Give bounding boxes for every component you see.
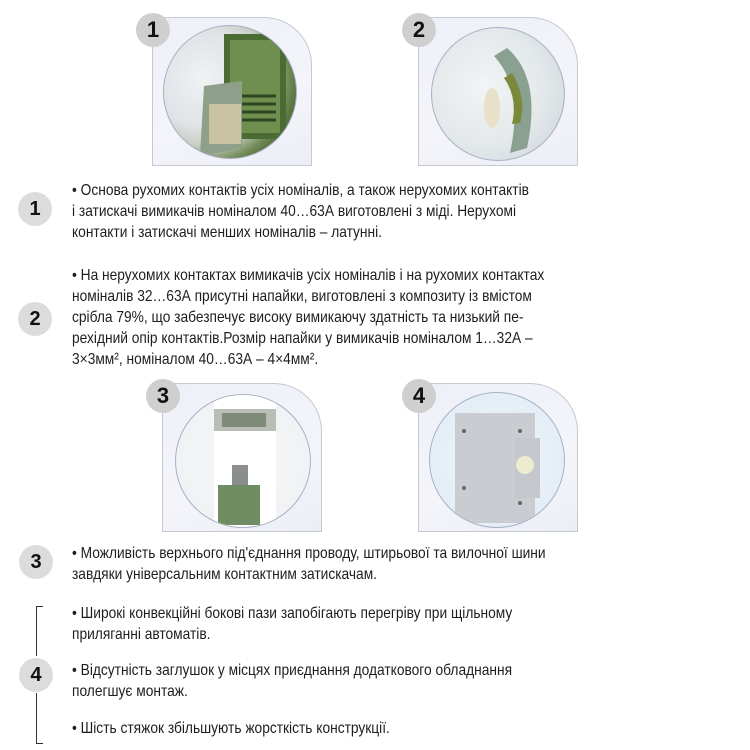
item-3-text: [72, 543, 546, 585]
clamp-illustration: [164, 26, 297, 159]
text-line: контакти і затискачі менших номіналів – латунні.: [72, 224, 382, 241]
item-2-text: [72, 265, 544, 370]
text-line: 3×3мм², номіналом 40…63А – 4×4мм².: [72, 351, 319, 368]
text-line: рехідний опір контактів.Розмір напайки у вимикачів номіналом 1…32А –: [72, 330, 533, 347]
group-bracket-bottom: [36, 693, 37, 743]
contact-clamp-photo: [163, 25, 297, 159]
text-line: номіналів 32…63А присутні напайки, виготовлені з композиту із вмістом: [72, 288, 532, 305]
text-line: • Широкі конвекційні бокові пази запобігають перегріву при щільному: [72, 605, 513, 622]
item-number-badge: 3: [19, 545, 53, 579]
text-line: • Шість стяжок збільшують жорсткість конструкції.: [72, 720, 390, 737]
group-bracket-top: [36, 606, 37, 656]
item-4-point-1: [72, 603, 512, 645]
terminal-illustration: [176, 395, 311, 528]
text-line: • Можливість верхнього під'єднання проводу, штирьової та вилочної шини: [72, 545, 546, 562]
item-4-point-3: [72, 718, 390, 739]
item-1-text: [72, 180, 529, 243]
item-number-badge: 4: [19, 658, 53, 692]
group-bracket-tick-top: [36, 606, 43, 607]
image-card-3: [156, 383, 322, 532]
text-line: • Відсутність заглушок у місцях приєднання додаткового обладнання: [72, 662, 513, 679]
breaker-side-photo: [429, 392, 565, 528]
image-number-badge: 1: [136, 13, 170, 47]
contact-illustration: [432, 28, 565, 161]
item-number-badge: 2: [18, 302, 52, 336]
image-number-badge: 3: [146, 379, 180, 413]
text-line: і затискачі вимикачів номіналом 40…63А виготовлені з міді. Нерухомі: [72, 203, 517, 220]
text-line: • На нерухомих контактах вимикачів усіх номіналів і на рухомих контактах: [72, 267, 545, 284]
text-line: завдяки універсальним контактним затискачам.: [72, 566, 378, 583]
image-number-badge: 2: [402, 13, 436, 47]
item-4-point-2: [72, 660, 512, 702]
silver-contact-photo: [431, 27, 565, 161]
text-line: срібла 79%, що забезпечує високу вимикаючу здатність та низький пе-: [72, 309, 524, 326]
item-number-badge: 1: [18, 192, 52, 226]
universal-terminal-photo: [175, 394, 311, 528]
image-card-1: [146, 17, 312, 166]
image-card-4: [412, 383, 578, 532]
breaker-illustration: [430, 393, 565, 528]
text-line: приляганні автоматів.: [72, 626, 211, 643]
image-number-badge: 4: [402, 379, 436, 413]
text-line: • Основа рухомих контактів усіх номіналів, а також нерухомих контактів: [72, 182, 529, 199]
text-line: полегшує монтаж.: [72, 683, 188, 700]
image-card-2: [412, 17, 578, 166]
group-bracket-tick-bottom: [36, 743, 43, 744]
